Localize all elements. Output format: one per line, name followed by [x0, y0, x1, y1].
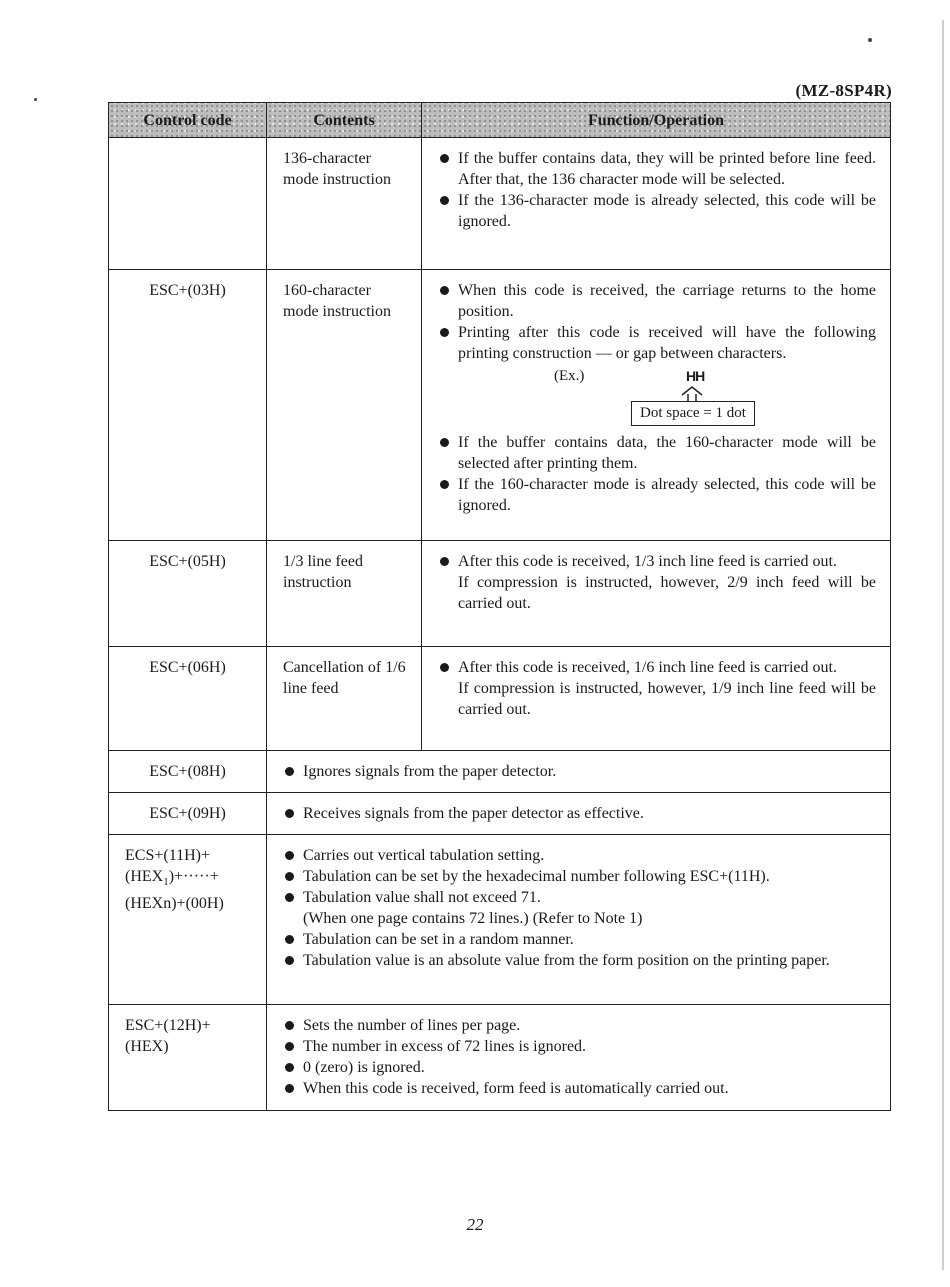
bullet-list	[283, 929, 876, 971]
control-code-line: (HEXn)+(00H)	[125, 895, 224, 913]
control-code-cell: ESC+(05H)	[109, 541, 267, 647]
compression-note: If compression is instructed, however, 1/9 inch line feed will be carried out.	[458, 680, 876, 718]
bullet-list	[283, 1015, 876, 1099]
bullet-item: When this code is received, form feed is automatically carried out.	[283, 1078, 876, 1099]
contents-cell: 160-character mode instruction	[267, 270, 422, 541]
bullet-item: The number in excess of 72 lines is ignored.	[283, 1036, 876, 1057]
dot-space-box: Dot space = 1 dot	[631, 401, 755, 426]
control-code-cell	[109, 835, 267, 1005]
bullet-item: Tabulation can be set by the hexadecimal number following ESC+(11H).	[283, 866, 876, 887]
function-cell	[267, 793, 891, 835]
column-header-control-code: Control code	[109, 103, 267, 138]
bullet-list	[438, 280, 876, 364]
table-row	[109, 541, 891, 647]
dot-space-example	[458, 364, 876, 432]
bullet-item: Tabulation value shall not exceed 71.	[283, 887, 876, 908]
example-label: (Ex.)	[554, 368, 585, 384]
function-cell	[267, 835, 891, 1005]
tabulation-note: (When one page contains 72 lines.) (Refer to Note 1)	[303, 910, 643, 927]
bullet-list	[283, 803, 876, 824]
control-code-line	[125, 866, 260, 893]
up-arrow-icon	[680, 386, 704, 402]
column-header-contents: Contents	[267, 103, 422, 138]
bullet-item: Ignores signals from the paper detector.	[283, 761, 876, 782]
function-cell	[422, 541, 891, 647]
function-cell	[267, 751, 891, 793]
bullet-list	[438, 657, 876, 678]
control-code-line: ECS+(11H)+	[125, 847, 211, 864]
table-row	[109, 270, 891, 541]
table-row	[109, 1005, 891, 1111]
table-row	[109, 793, 891, 835]
bullet-item: If the 160-character mode is already selected, this code will be ignored.	[438, 474, 876, 516]
scan-speck	[34, 98, 37, 101]
model-number: (MZ-8SP4R)	[795, 81, 892, 100]
control-code-cell	[109, 138, 267, 270]
control-code-fragment: )+·····+	[168, 868, 219, 885]
scan-edge-line	[942, 20, 944, 1270]
table-row	[109, 751, 891, 793]
bullet-item: Sets the number of lines per page.	[283, 1015, 876, 1036]
function-cell	[422, 138, 891, 270]
function-cell	[422, 270, 891, 541]
control-code-cell: ESC+(08H)	[109, 751, 267, 793]
bullet-item: Tabulation can be set in a random manner.	[283, 929, 876, 950]
bullet-list	[283, 845, 876, 908]
bullet-item: If the buffer contains data, the 160-character mode will be selected after printing them.	[438, 432, 876, 474]
table-row	[109, 647, 891, 751]
bullet-list	[438, 432, 876, 516]
bullet-item: If the 136-character mode is already selected, this code will be ignored.	[438, 190, 876, 232]
control-code-cell: ESC+(09H)	[109, 793, 267, 835]
bullet-item: Tabulation value is an absolute value from the form position on the printing paper.	[283, 950, 876, 971]
function-cell	[422, 647, 891, 751]
contents-cell: 1/3 line feed instruction	[267, 541, 422, 647]
column-header-function-operation: Function/Operation	[422, 103, 891, 138]
example-characters: HH	[686, 368, 705, 384]
table-header-row	[109, 103, 891, 138]
control-code-table-wrapper	[108, 102, 890, 1111]
control-code-subscript: 1	[163, 876, 169, 889]
bullet-item: Carries out vertical tabulation setting.	[283, 845, 876, 866]
table-row	[109, 138, 891, 270]
bullet-list	[283, 761, 876, 782]
control-code-table	[108, 102, 891, 1111]
bullet-item: After this code is received, 1/6 inch line feed is carried out.	[438, 657, 876, 678]
control-code-fragment: (HEX	[125, 868, 164, 885]
bullet-item: Printing after this code is received will have the following printing construction — or gap between characters.	[438, 322, 876, 364]
page-number: 22	[466, 1215, 484, 1234]
function-cell	[267, 1005, 891, 1111]
table-row	[109, 835, 891, 1005]
control-code-cell: ESC+(06H)	[109, 647, 267, 751]
bullet-list	[438, 148, 876, 232]
bullet-item: After this code is received, 1/3 inch line feed is carried out.	[438, 551, 876, 572]
contents-cell: 136-character mode instruction	[267, 138, 422, 270]
compression-note: If compression is instructed, however, 2/9 inch feed will be carried out.	[458, 574, 876, 612]
contents-cell: Cancellation of 1/6 line feed	[267, 647, 422, 751]
bullet-item: Receives signals from the paper detector as effective.	[283, 803, 876, 824]
bullet-item: 0 (zero) is ignored.	[283, 1057, 876, 1078]
scan-speck	[868, 38, 872, 42]
bullet-list	[438, 551, 876, 572]
control-code-line: (HEX)	[125, 1038, 169, 1055]
bullet-item: When this code is received, the carriage returns to the home position.	[438, 280, 876, 322]
control-code-cell	[109, 1005, 267, 1111]
control-code-line: ESC+(12H)+	[125, 1017, 211, 1034]
control-code-cell: ESC+(03H)	[109, 270, 267, 541]
bullet-item: If the buffer contains data, they will be printed before line feed. After that, the 136 character mode will be selected.	[438, 148, 876, 190]
